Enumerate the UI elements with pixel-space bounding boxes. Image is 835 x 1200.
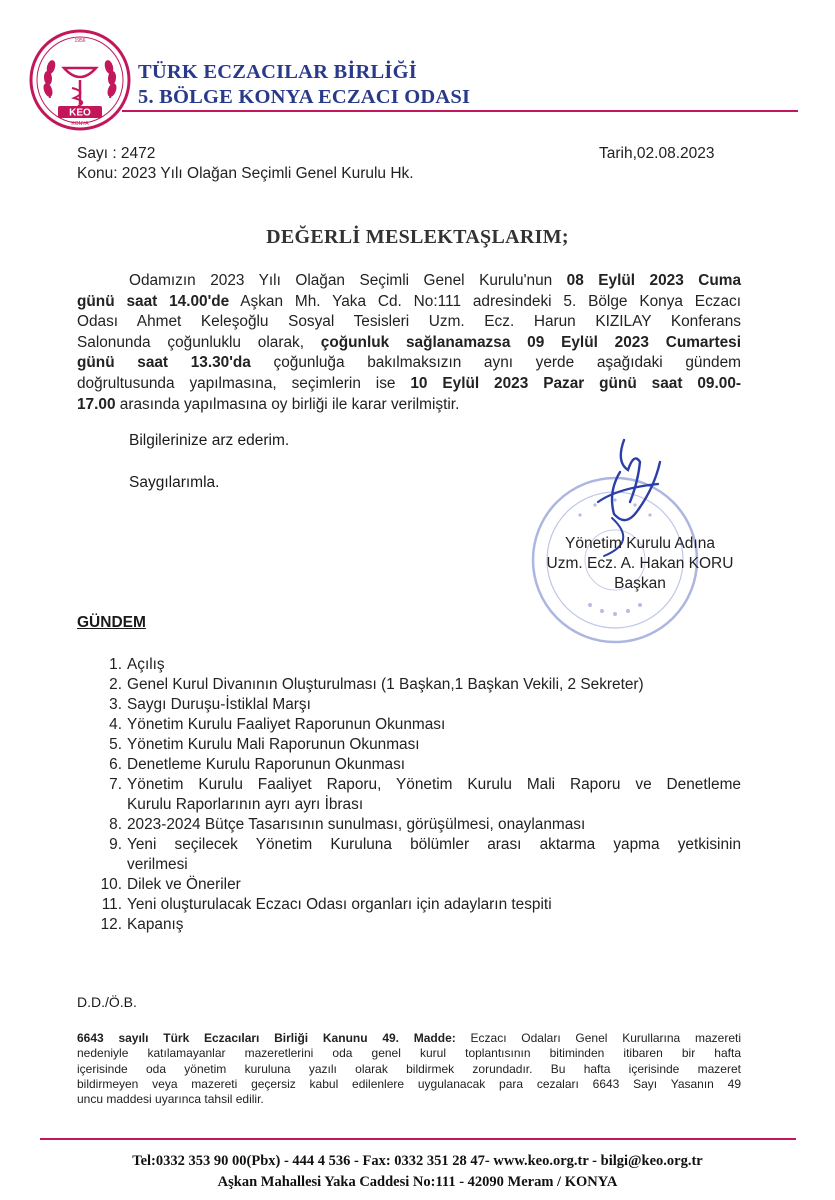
agenda-item-text: Saygı Duruşu-İstiklal Marşı (127, 696, 311, 713)
agenda-item-text: Dilek ve Öneriler (127, 876, 241, 893)
salutation-heading: DEĞERLİ MESLEKTAŞLARIM; (266, 226, 569, 248)
signature-name: Uzm. Ecz. A. Hakan KORU (546, 555, 734, 572)
signature-block (520, 534, 760, 594)
svg-text:KONYA: KONYA (71, 121, 89, 127)
agenda-item (77, 655, 741, 675)
agenda-item-number: 3. (109, 696, 122, 713)
agenda-item-number: 6. (109, 756, 122, 773)
agenda-item-text: Yönetim Kurulu Faaliyet Raporu, Yönetim Kurulu Mali Raporu ve Denetleme Kurulu Raporlarının ayrı ayrı İbrası (127, 776, 741, 813)
agenda-item (77, 835, 741, 875)
agenda-item-number: 1. (109, 656, 122, 673)
agenda-item-number: 12. (100, 916, 122, 933)
closing-saygi: Saygılarımla. (129, 474, 220, 491)
header-divider (122, 110, 798, 112)
agenda-item-text: 2023-2024 Bütçe Tasarısının sunulması, görüşülmesi, onaylanması (127, 816, 586, 833)
agenda-item (77, 815, 741, 835)
footer-contact: Tel:0332 353 90 00(Pbx) - 444 4 536 - Fax: 0332 351 28 47- www.keo.org.tr - bilgi@keo.org.tr (132, 1153, 703, 1169)
signature-line1: Yönetim Kurulu Adına (565, 535, 715, 552)
agenda-item (77, 755, 741, 775)
agenda-item-text: Kapanış (127, 916, 184, 933)
svg-text:1956: 1956 (74, 38, 86, 44)
signature-title: Başkan (614, 575, 666, 592)
agenda-item-number: 5. (109, 736, 122, 753)
distribution-note: D.D./Ö.B. (77, 994, 137, 1010)
agenda-item-text: Yeni seçilecek Yönetim Kuruluna bölümler arası aktarma yapma yetkisinin verilmesi (127, 836, 741, 873)
main-paragraph: Odamızın 2023 Yılı Olağan Seçimli Genel Kurulu'nun 08 Eylül 2023 Cuma günü saat 14.00'de Aşkan Mh. Yaka Cd. No:111 adresindeki 5. Bölge Konya Eczacı Odası Ahmet Keleşoğlu Sosyal Tesisleri Uzm. Ecz. Harun KIZILAY Konferans Salonunda çoğunluklu olarak, çoğunluk sağlanamazsa 09 Eylül 2023 Cumartesi günü saat 13.30'da çoğunluğa bakılmaksızın aynı yerde aşağıdaki gündem doğrultusunda yapılmasına, seçimlerin ise 10 Eylül 2023 Pazar günü saat 09.00- 17.00 arasında yapılmasına oy birliği ile karar verilmiştir. (77, 272, 742, 413)
agenda-item-number: 7. (109, 776, 122, 793)
agenda-item-number: 10. (100, 876, 122, 893)
agenda-item-number: 4. (109, 716, 122, 733)
agenda-item (77, 715, 741, 735)
footer-address: Aşkan Mahallesi Yaka Caddesi No:111 - 42090 Meram / KONYA (217, 1174, 618, 1190)
footer-divider (40, 1138, 796, 1140)
agenda-item (77, 915, 741, 935)
logo-text: KEO (69, 107, 91, 119)
document-subject: Konu: 2023 Yılı Olağan Seçimli Genel Kurulu Hk. (77, 165, 414, 182)
agenda-item-text: Genel Kurul Divanının Oluşturulması (1 Başkan,1 Başkan Vekili, 2 Sekreter) (127, 676, 644, 693)
agenda-item-text: Denetleme Kurulu Raporunun Okunması (127, 756, 406, 773)
agenda-item (77, 875, 741, 895)
agenda-list (77, 655, 741, 935)
agenda-item-number: 2. (109, 676, 122, 693)
keo-logo (28, 28, 132, 132)
agenda-item (77, 895, 741, 915)
agenda-item-number: 8. (109, 816, 122, 833)
agenda-item-number: 9. (109, 836, 122, 853)
agenda-item-text: Yönetim Kurulu Mali Raporunun Okunması (127, 736, 420, 753)
agenda-title: GÜNDEM (77, 614, 146, 631)
legal-notice: 6643 sayılı Türk Eczacıları Birliği Kanunu 49. Madde: Eczacı Odaları Genel Kurullarına mazereti nedeniyle katılamayanlar mazeretlerini oda genel kurul toplantısının bitiminden itibaren bir hafta içerisinde oda yönetim kuruluna yazılı olarak bildirmek zorundadır. Bu hafta içerisinde mazeret bildirmeyen veya mazereti geçersiz kabul edilenlere uygulanacak para cezaları 6643 Sayı Yasanın 49 uncu maddesi uyarınca tahsil edilir. (77, 1031, 741, 1107)
document-date: Tarih,02.08.2023 (599, 145, 715, 162)
document-number: Sayı : 2472 (77, 145, 156, 162)
agenda-item-text: Yeni oluşturulacak Eczacı Odası organları için adayların tespiti (127, 896, 552, 913)
agenda-item (77, 775, 741, 815)
agenda-item-number: 11. (101, 896, 122, 913)
agenda-item-text: Açılış (127, 656, 165, 673)
agenda-item (77, 675, 741, 695)
agenda-item-text: Yönetim Kurulu Faaliyet Raporunun Okunması (127, 716, 446, 733)
closing-arz: Bilgilerinize arz ederim. (129, 432, 290, 449)
agenda-item (77, 735, 741, 755)
org-name-line2: 5. BÖLGE KONYA ECZACI ODASI (138, 86, 471, 108)
agenda-item (77, 695, 741, 715)
org-name-line1: TÜRK ECZACILAR BİRLİĞİ (138, 61, 417, 83)
